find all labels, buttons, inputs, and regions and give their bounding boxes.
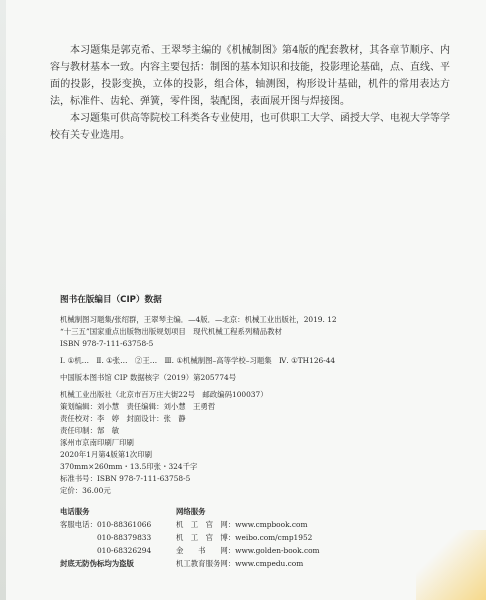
phone-service-header: 电话服务 <box>60 507 90 516</box>
cip-isbn: ISBN 978-7-111-63758-5 <box>60 339 154 348</box>
publisher-line: 责任校对：李 婷 封面设计：张 静 <box>60 414 186 423</box>
intro-paragraph-1: 本习题集是郭克希、王翠琴主编的《机械制图》第4版的配套教材，其各章节顺序、内容与教材基本一致。内容主要包括：制图的基本知识和技能，投影理论基础，点、直线、平面的投影，投影变换，立体的投影，组合体，轴测图，构形设计基础，机件的常用表达方法，标准件、齿轮、弹簧，零件图，装配图，表面展开图与焊接图。 <box>50 45 450 107</box>
publisher-line: 2020年1月第4版第1次印刷 <box>60 450 153 459</box>
publisher-line: 责任印制：郜 敏 <box>60 426 120 435</box>
contact-block <box>60 505 390 570</box>
intro-text <box>50 42 450 144</box>
cip-classification: Ⅰ. ①机… Ⅱ. ①张… ②王… Ⅲ. ①机械制图–高等学校–习题集 Ⅳ. ①TH126-44 <box>60 356 336 365</box>
phone-number: 010-68326294 <box>60 546 152 555</box>
cip-record: 中国版本图书馆 CIP 数据核字（2019）第205774号 <box>60 373 237 382</box>
publisher-line: 标准书号：ISBN 978-7-111-63758-5 <box>60 474 191 483</box>
publisher-line: 机械工业出版社（北京市百万庄大街22号 邮政编码100037） <box>60 390 268 399</box>
anticounterfeit-notice: 封底无防伪标均为盗版 <box>60 559 134 568</box>
price: 定价：36.00元 <box>60 486 111 495</box>
education-website: 机工教育服务网：www.cmpedu.com <box>176 559 304 568</box>
phone-number: 010-88379833 <box>60 533 152 542</box>
cip-line: 机械制图习题集/张绍群，王翠琴主编．—4版．—北京：机械工业出版社，2019. 12 <box>60 315 337 324</box>
intro-paragraph-2: 本习题集可供高等院校工科类各专业使用，也可供职工大学、函授大学、电视大学等学校有关专业选用。 <box>50 113 450 141</box>
publisher-line: 涿州市京南印刷厂印刷 <box>60 438 134 447</box>
publisher-line: 策划编辑：刘小慧 责任编辑：刘小慧 王勇哲 <box>60 402 216 411</box>
cip-block <box>60 294 450 497</box>
website: 机 工 官 博：weibo.com/cmp1952 <box>176 533 313 542</box>
phone-number: 客服电话：010-88361066 <box>60 520 152 529</box>
publisher-line: 370mm×260mm・13.5印张・324千字 <box>60 462 198 471</box>
cip-header: 图书在版编目（CIP）数据 <box>60 295 162 305</box>
network-service-header: 网络服务 <box>176 507 206 516</box>
page-edge-shadow <box>0 0 6 600</box>
corner-decoration <box>416 530 486 600</box>
cip-line: “十三五”国家重点出版物出版规划项目 现代机械工程系列精品教材 <box>60 327 282 336</box>
website: 机 工 官 网：www.cmpbook.com <box>176 520 308 529</box>
website: 金 书 网：www.golden-book.com <box>176 546 320 555</box>
